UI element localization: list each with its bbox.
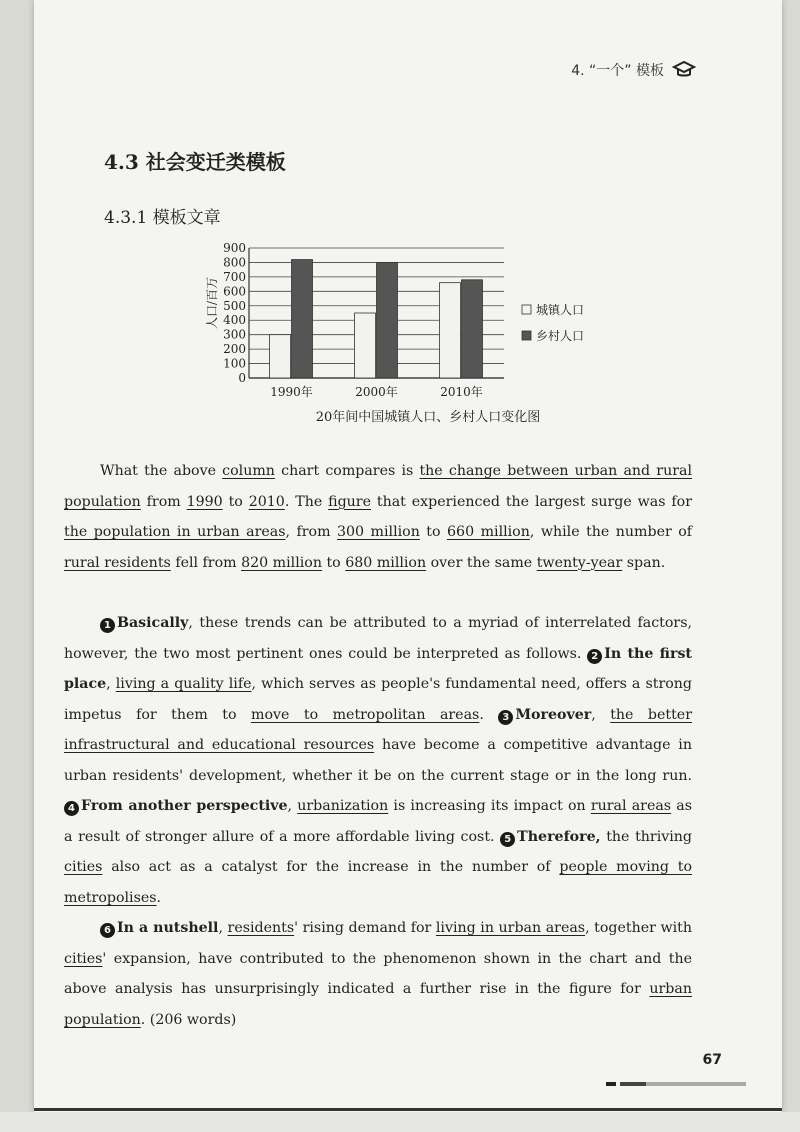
y-tick-label: 100 xyxy=(223,356,246,371)
underlined-phrase: residents xyxy=(227,920,295,936)
text-run: also act as a catalyst for the increase in the number of xyxy=(102,859,560,875)
bold-phrase: Moreover xyxy=(515,706,592,723)
y-axis-label: 人口/百万 xyxy=(205,276,219,330)
text-run: as a result of stronger allure of a more affordable living cost. xyxy=(64,798,693,845)
x-tick-label: 1990年 xyxy=(270,385,313,399)
y-tick-label: 500 xyxy=(223,298,246,313)
x-tick-label: 2000年 xyxy=(355,385,398,399)
y-tick-label: 400 xyxy=(223,313,246,328)
y-tick-label: 300 xyxy=(223,327,246,342)
underlined-phrase: rural residents xyxy=(64,554,171,571)
legend-label: 乡村人口 xyxy=(536,329,585,343)
text-run: span. xyxy=(622,554,666,571)
text-run: , xyxy=(591,706,611,723)
text-run: is increasing its impact on xyxy=(388,798,591,814)
text-run: that experienced the largest surge was for xyxy=(371,493,692,510)
y-tick-label: 0 xyxy=(238,371,246,385)
graduation-cap-icon xyxy=(672,61,696,79)
footer-decoration xyxy=(606,1082,746,1086)
paragraph-3 xyxy=(64,913,692,1035)
text-run: have become a competitive advantage in urban residents' development, whether it be on the current stage or in the long run. xyxy=(64,737,692,784)
underlined-phrase: living in urban areas xyxy=(435,920,586,936)
legend-swatch xyxy=(522,331,531,340)
text-run: the thriving xyxy=(600,828,693,845)
step-number-badge: 6 xyxy=(100,923,115,938)
underlined-phrase: urbanization xyxy=(297,798,389,814)
text-run: , while the number of xyxy=(529,524,693,540)
paragraph-1 xyxy=(64,456,692,578)
bold-phrase: In a nutshell xyxy=(117,920,219,936)
bar-城镇人口 xyxy=(440,283,461,378)
step-number-badge: 2 xyxy=(587,649,602,664)
y-tick-label: 900 xyxy=(223,241,246,255)
step-number-badge: 5 xyxy=(500,832,515,847)
page-bottom-edge xyxy=(34,1108,782,1111)
step-number-badge: 3 xyxy=(498,710,513,725)
step-number-badge: 4 xyxy=(64,801,79,816)
underlined-phrase: 2010 xyxy=(248,493,285,510)
bold-phrase: Therefore, xyxy=(517,828,601,845)
y-tick-label: 800 xyxy=(223,255,246,270)
text-run: ' expansion, have contributed to the phenomenon shown in the chart and the above analysis has unsurprisingly indicated a further rise in the figure for xyxy=(64,950,692,997)
underlined-phrase: move to metropolitan areas xyxy=(251,706,480,723)
underlined-phrase: 660 million xyxy=(447,524,530,540)
text-run: chart compares is xyxy=(274,463,420,479)
page-number: 67 xyxy=(702,1052,722,1068)
underlined-phrase: twenty-year xyxy=(536,554,623,571)
underlined-phrase: rural areas xyxy=(590,798,672,814)
text-run: over the same xyxy=(426,554,537,571)
y-tick-label: 200 xyxy=(223,342,246,357)
text-run: , xyxy=(218,920,228,936)
text-run: to xyxy=(321,554,346,571)
underlined-phrase: the better infrastructural and educational resources xyxy=(64,706,692,753)
text-run: ' rising demand for xyxy=(294,920,436,936)
text-run: from xyxy=(140,493,187,510)
bar-乡村人口 xyxy=(292,260,313,378)
underlined-phrase: people moving to metropolises xyxy=(64,859,692,906)
x-tick-label: 2010年 xyxy=(440,385,483,399)
text-run: , together with xyxy=(585,920,693,936)
chart-caption: 20年间中国城镇人口、乡村人口变化图 xyxy=(315,410,541,425)
underlined-phrase: figure xyxy=(328,493,371,510)
scan-background xyxy=(0,1112,800,1132)
underlined-phrase: living a quality life xyxy=(115,676,252,692)
bold-phrase: In the first place xyxy=(64,645,692,692)
bold-phrase: From another perspective xyxy=(81,798,288,814)
text-run: to xyxy=(222,493,249,510)
section-title: 4.3 社会变迁类模板 xyxy=(104,150,286,174)
bold-phrase: Basically xyxy=(117,615,189,631)
bar-乡村人口 xyxy=(377,262,398,378)
bar-城镇人口 xyxy=(270,335,291,378)
underlined-phrase: urban population xyxy=(64,981,692,1028)
bar-城镇人口 xyxy=(355,313,376,378)
text-run: , from xyxy=(285,524,337,540)
legend-label: 城镇人口 xyxy=(536,303,585,317)
text-run: What the above xyxy=(100,463,223,479)
underlined-phrase: 1990 xyxy=(186,493,223,510)
underlined-phrase: 680 million xyxy=(345,554,427,571)
paragraph-2 xyxy=(64,608,692,913)
book-page xyxy=(34,0,782,1112)
text-run: . xyxy=(479,706,499,723)
underlined-phrase: column xyxy=(222,463,275,479)
running-title: 4. “一个” 模板 xyxy=(571,63,664,79)
underlined-phrase: cities xyxy=(64,859,103,875)
chart-svg xyxy=(154,240,614,405)
text-run: , xyxy=(287,798,298,814)
underlined-phrase: the population in urban areas xyxy=(64,524,286,540)
y-tick-label: 600 xyxy=(223,284,246,299)
text-run: . The xyxy=(284,493,329,510)
subsection-title: 4.3.1 模板文章 xyxy=(104,208,221,228)
legend-swatch xyxy=(522,305,531,314)
text-run: to xyxy=(419,524,448,540)
underlined-phrase: cities xyxy=(64,950,103,967)
text-run: , which serves as people's fundamental need, offers a strong impetus for them to xyxy=(64,676,692,723)
underlined-phrase: 820 million xyxy=(241,554,322,571)
text-run: , xyxy=(106,676,116,692)
text-run: . (206 words) xyxy=(140,1011,237,1028)
underlined-phrase: 300 million xyxy=(337,524,420,540)
text-run: , these trends can be attributed to a myriad of interrelated factors, however, the two most pertinent ones could be interpreted as follows. xyxy=(64,615,692,662)
bar-乡村人口 xyxy=(462,280,483,378)
text-run: fell from xyxy=(170,554,242,571)
y-tick-label: 700 xyxy=(223,269,246,284)
running-header xyxy=(571,60,696,80)
underlined-phrase: the change between urban and rural population xyxy=(64,463,693,510)
text-run: . xyxy=(156,889,162,906)
step-number-badge: 1 xyxy=(100,618,115,633)
